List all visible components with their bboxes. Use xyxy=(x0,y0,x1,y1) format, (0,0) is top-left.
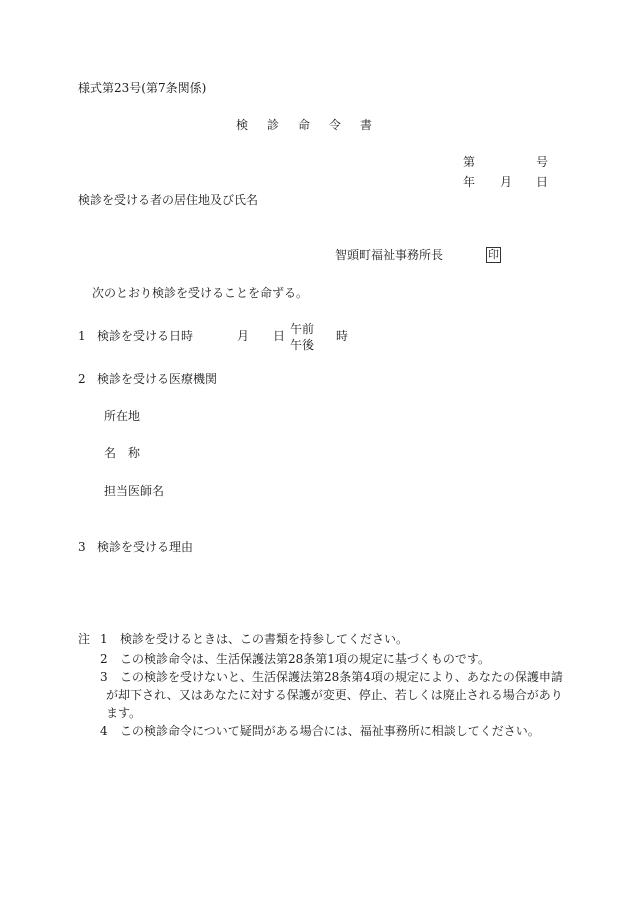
note-text: この検診命令は、生活保護法第28条第1項の規定に基づくものです。 xyxy=(120,652,490,666)
note-number: 2 xyxy=(100,652,108,666)
item-day: 日 xyxy=(273,329,286,343)
note-number: 4 xyxy=(100,724,108,738)
title-char: 書 xyxy=(360,118,373,132)
am-pm-selector xyxy=(290,321,314,353)
item-month: 月 xyxy=(237,329,250,343)
note-text: この検診命令について疑問がある場合には、福祉事務所に相談してください。 xyxy=(120,724,540,738)
title-char: 診 xyxy=(267,118,280,132)
item-number: 3 xyxy=(78,540,86,554)
note-text: この検診を受けないと、生活保護法第28条第4項の規定により、あなたの保護申請 xyxy=(120,670,563,684)
order-text: 次のとおり検診を受けることを命ずる。 xyxy=(92,286,309,300)
item-number: 1 xyxy=(78,329,86,343)
note-number: 3 xyxy=(100,670,108,684)
title-char: 命 xyxy=(298,118,311,132)
form-number: 様式第23号(第7条関係) xyxy=(78,81,207,95)
recipient-label: 検診を受ける者の居住地及び氏名 xyxy=(78,193,259,207)
item-label-reason: 検診を受ける理由 xyxy=(97,540,194,554)
seal-stamp: 印 xyxy=(488,248,499,261)
sub-label-name: 名 称 xyxy=(104,446,141,460)
issuer-name: 智頭町福祉事務所長 xyxy=(335,248,444,262)
note-number: 1 xyxy=(100,632,108,646)
item-hour: 時 xyxy=(336,329,349,343)
note-text-continued: ます。 xyxy=(106,706,142,720)
item-label-datetime: 検診を受ける日時 xyxy=(97,329,194,343)
item-label-institution: 検診を受ける医療機関 xyxy=(97,372,218,386)
sub-label-address: 所在地 xyxy=(104,409,141,423)
document-number-suffix: 号 xyxy=(536,155,549,169)
document-number-label: 第 xyxy=(463,155,476,169)
note-text-continued: が却下され、又はあなたに対する保護が変更、停止、若しくは廃止される場合があり xyxy=(106,688,563,702)
document-title xyxy=(236,119,391,131)
title-char: 令 xyxy=(329,118,342,132)
pm-label: 午後 xyxy=(290,338,315,352)
date-month: 月 xyxy=(500,175,513,189)
note-text: 検診を受けるときは、この書類を持参してください。 xyxy=(120,632,409,646)
sub-label-doctor: 担当医師名 xyxy=(104,484,165,498)
date-day: 日 xyxy=(536,175,549,189)
date-year: 年 xyxy=(463,175,476,189)
notes-mark: 注 xyxy=(78,632,91,646)
am-label: 午前 xyxy=(290,322,315,336)
title-char: 検 xyxy=(236,118,249,132)
item-number: 2 xyxy=(78,372,86,386)
